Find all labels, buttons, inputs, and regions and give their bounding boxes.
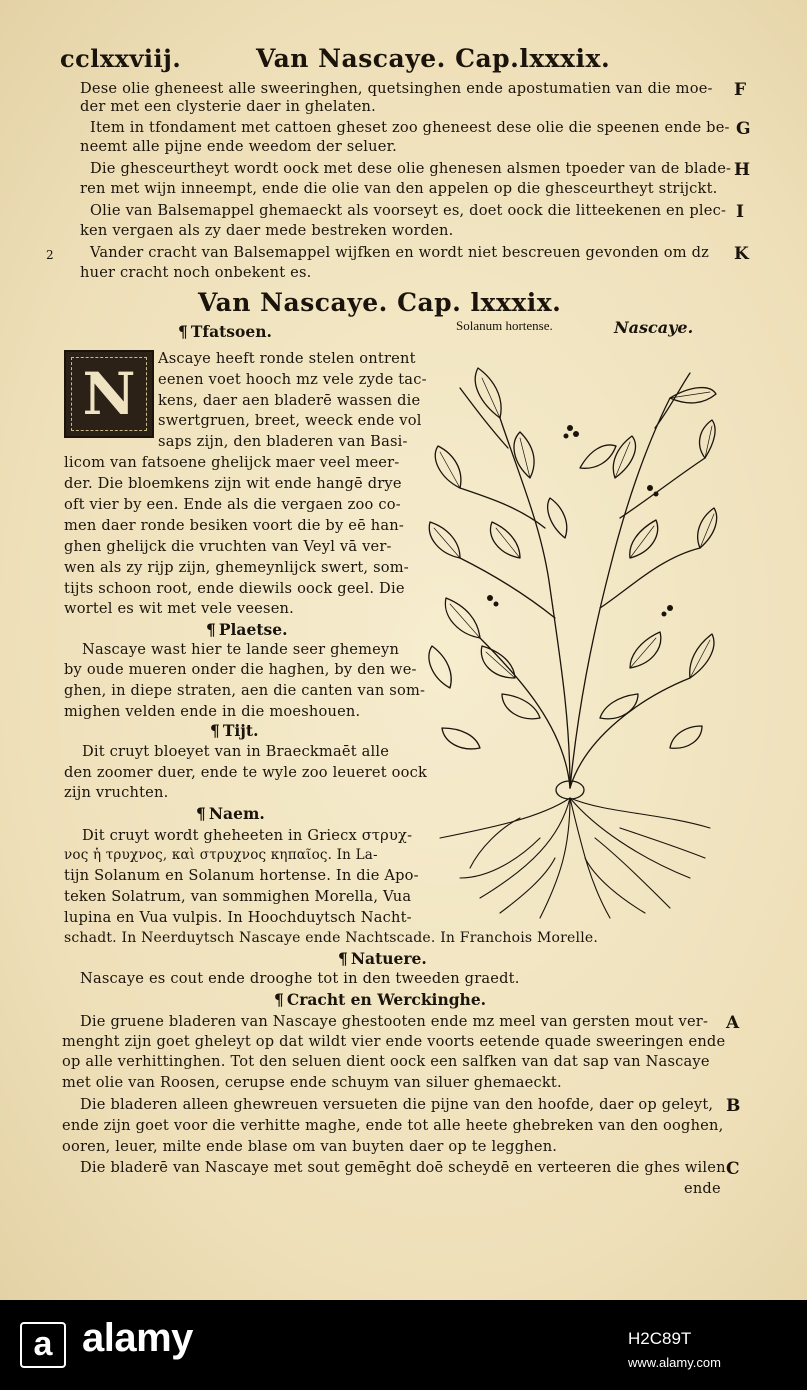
fatsoen-line: ghen ghelijck die vruchten van Veyl vā ver- bbox=[64, 538, 392, 555]
margin-letter: I bbox=[736, 202, 744, 222]
section-heading-tijt: ¶ Tijt. bbox=[210, 721, 259, 740]
figure-caption-latin: Solanum hortense. bbox=[456, 318, 553, 333]
fatsoen-line: licom van fatsoene ghelijck maer veel meer- bbox=[64, 454, 400, 471]
running-title: Van Nascaye. Cap.lxxxix. bbox=[256, 44, 611, 73]
intro-line: Item in tfondament met cattoen gheset zoo gheneest dese olie die speenen ende be- bbox=[90, 119, 730, 136]
leaf-veins bbox=[434, 378, 714, 678]
plaetse-line: mighen velden ende in die moeshouen. bbox=[64, 703, 361, 720]
natuere-line: Nascaye es cout ende drooghe tot in den tweeden graedt. bbox=[80, 970, 520, 987]
plaetse-line: by oude mueren onder die haghen, by den we- bbox=[64, 661, 417, 678]
fatsoen-line: oft vier by een. Ende als die vergaen zoo co- bbox=[64, 496, 401, 513]
fatsoen-line: wortel es wit met vele veesen. bbox=[64, 600, 294, 617]
plaetse-line: ghen, in diepe straten, aen die canten van som- bbox=[64, 682, 426, 699]
fatsoen-line: wen als zy rijp zijn, ghemeynlijck swert, som- bbox=[64, 559, 409, 576]
chapter-title: Van Nascaye. Cap. lxxxix. bbox=[198, 288, 562, 317]
catchword: ende bbox=[684, 1180, 721, 1197]
fatsoen-line: Ascaye heeft ronde stelen ontrent bbox=[158, 350, 416, 367]
pilcrow-icon: ¶ bbox=[210, 721, 220, 740]
intro-line: neemt alle pijne ende weedom der seluer. bbox=[80, 138, 397, 155]
intro-line: Dese olie gheneest alle sweeringhen, quetsinghen ende apostumatien van die moe- bbox=[80, 80, 713, 97]
margin-letter: C bbox=[726, 1159, 740, 1179]
intro-line: der met een clysterie daer in ghelaten. bbox=[80, 98, 376, 115]
figure-caption-dutch: Nascaye. bbox=[614, 318, 694, 337]
naem-line: teken Solatrum, van sommighen Morella, Vua bbox=[64, 888, 412, 905]
fatsoen-line: tijts schoon root, ende diewils oock geel. Die bbox=[64, 580, 405, 597]
margin-letter: G bbox=[736, 119, 751, 139]
tijt-line: zijn vruchten. bbox=[64, 784, 169, 801]
naem-line: lupina en Vua vulpis. In Hoochduytsch Nacht- bbox=[64, 909, 412, 926]
fatsoen-line: men daer ronde besiken voort die by eē han- bbox=[64, 517, 404, 534]
section-heading-natuere: ¶ Natuere. bbox=[338, 949, 427, 968]
cracht-line: menght zijn goet gheleyt op dat wildt vier ende voorts eetende quade sweeringen ende bbox=[62, 1033, 726, 1050]
cracht-line: met olie van Roosen, cerupse ende schuym van siluer ghemaeckt. bbox=[62, 1074, 562, 1091]
naem-line: νος ἡ τρυχνος, καὶ στρυχνος κηπαῖος. In La- bbox=[64, 847, 378, 863]
roots bbox=[440, 798, 710, 918]
intro-line: ken vergaen als zy daer mede bestreken worden. bbox=[80, 222, 454, 239]
fatsoen-line: der. Die bloemkens zijn wit ende hangē drye bbox=[64, 475, 402, 492]
pilcrow-icon: ¶ bbox=[196, 804, 206, 823]
fatsoen-line: saps zijn, den bladeren van Basi- bbox=[158, 433, 408, 450]
section-heading-cracht: ¶ Cracht en Werckinghe. bbox=[274, 990, 487, 1009]
tijt-line: Dit cruyt bloeyet van in Braeckmaēt alle bbox=[82, 743, 390, 760]
naem-line: tijn Solanum en Solanum hortense. In die Apo- bbox=[64, 867, 419, 884]
cracht-line: Die bladerē van Nascaye met sout gemēght doē scheydē en verteeren die ghes wilen bbox=[80, 1159, 726, 1176]
section-heading-plaetse: ¶ Plaetse. bbox=[206, 620, 288, 639]
section-heading-naem: ¶ Naem. bbox=[196, 804, 265, 823]
naem-line: schadt. In Neerduytsch Nascaye ende Nachtscade. In Franchois Morelle. bbox=[64, 930, 599, 946]
cracht-line: Die gruene bladeren van Nascaye ghestooten ende mz meel van gersten mout ver- bbox=[80, 1013, 709, 1030]
section-heading-fatsoen: ¶ Tfatsoen. bbox=[178, 322, 272, 341]
stock-logo: alamy bbox=[82, 1316, 193, 1360]
fatsoen-line: swertgruen, breet, weeck ende vol bbox=[158, 412, 422, 429]
cracht-line: ooren, leuer, milte ende blase om van buyten daer op te legghen. bbox=[62, 1138, 558, 1155]
cracht-line: ende zijn goet voor die verhitte maghe, ende tot alle heete ghebreken van den ooghen, bbox=[62, 1117, 724, 1134]
pilcrow-icon: ¶ bbox=[338, 949, 348, 968]
fatsoen-line: kens, daer aen bladerē wassen die bbox=[158, 392, 421, 409]
page-header bbox=[60, 44, 750, 78]
pilcrow-icon: ¶ bbox=[206, 620, 216, 639]
stock-url: www.alamy.com bbox=[628, 1355, 721, 1370]
margin-numeral: 2 bbox=[46, 248, 54, 262]
fatsoen-line: eenen voet hooch mz vele zyde tac- bbox=[158, 371, 427, 388]
naem-line: Dit cruyt wordt gheheeten in Griecx στρυχ- bbox=[82, 827, 413, 844]
margin-letter: H bbox=[734, 160, 751, 180]
margin-letter: A bbox=[726, 1013, 740, 1033]
cracht-line: op alle verhittinghen. Tot den seluen dient oock een salfken van dat sap van Nascaye bbox=[62, 1053, 710, 1070]
folio-number: cclxxviij. bbox=[60, 44, 182, 73]
margin-letter: B bbox=[726, 1096, 741, 1116]
stock-logo-badge: a bbox=[20, 1322, 66, 1368]
pilcrow-icon: ¶ bbox=[178, 322, 188, 341]
pilcrow-icon: ¶ bbox=[274, 990, 284, 1009]
intro-line: Die ghesceurtheyt wordt oock met dese olie ghenesen alsmen tpoeder van de blade- bbox=[90, 160, 732, 177]
intro-line: Olie van Balsemappel ghemaeckt als voorseyt es, doet oock die litteekenen en plec- bbox=[90, 202, 727, 219]
margin-letter: F bbox=[734, 80, 747, 100]
plaetse-line: Nascaye wast hier te lande seer ghemeyn bbox=[82, 641, 400, 658]
intro-line: ren met wijn inneempt, ende die olie van den appelen op die ghesceurtheyt strijckt. bbox=[80, 180, 718, 197]
intro-line: Vander cracht van Balsemappel wijfken en wordt niet bescreuen gevonden om dz bbox=[90, 244, 710, 261]
tijt-line: den zoomer duer, ende te wyle zoo leueret oock bbox=[64, 764, 428, 781]
plant-illustration bbox=[420, 358, 720, 923]
intro-line: huer cracht noch onbekent es. bbox=[80, 264, 312, 281]
margin-letter: K bbox=[734, 244, 749, 264]
stock-image-id: H2C89T bbox=[628, 1329, 692, 1348]
cracht-line: Die bladeren alleen ghewreuen versueten die pijne van den hoofde, daer op geleyt, bbox=[80, 1096, 714, 1113]
decorated-initial: N bbox=[64, 350, 154, 438]
